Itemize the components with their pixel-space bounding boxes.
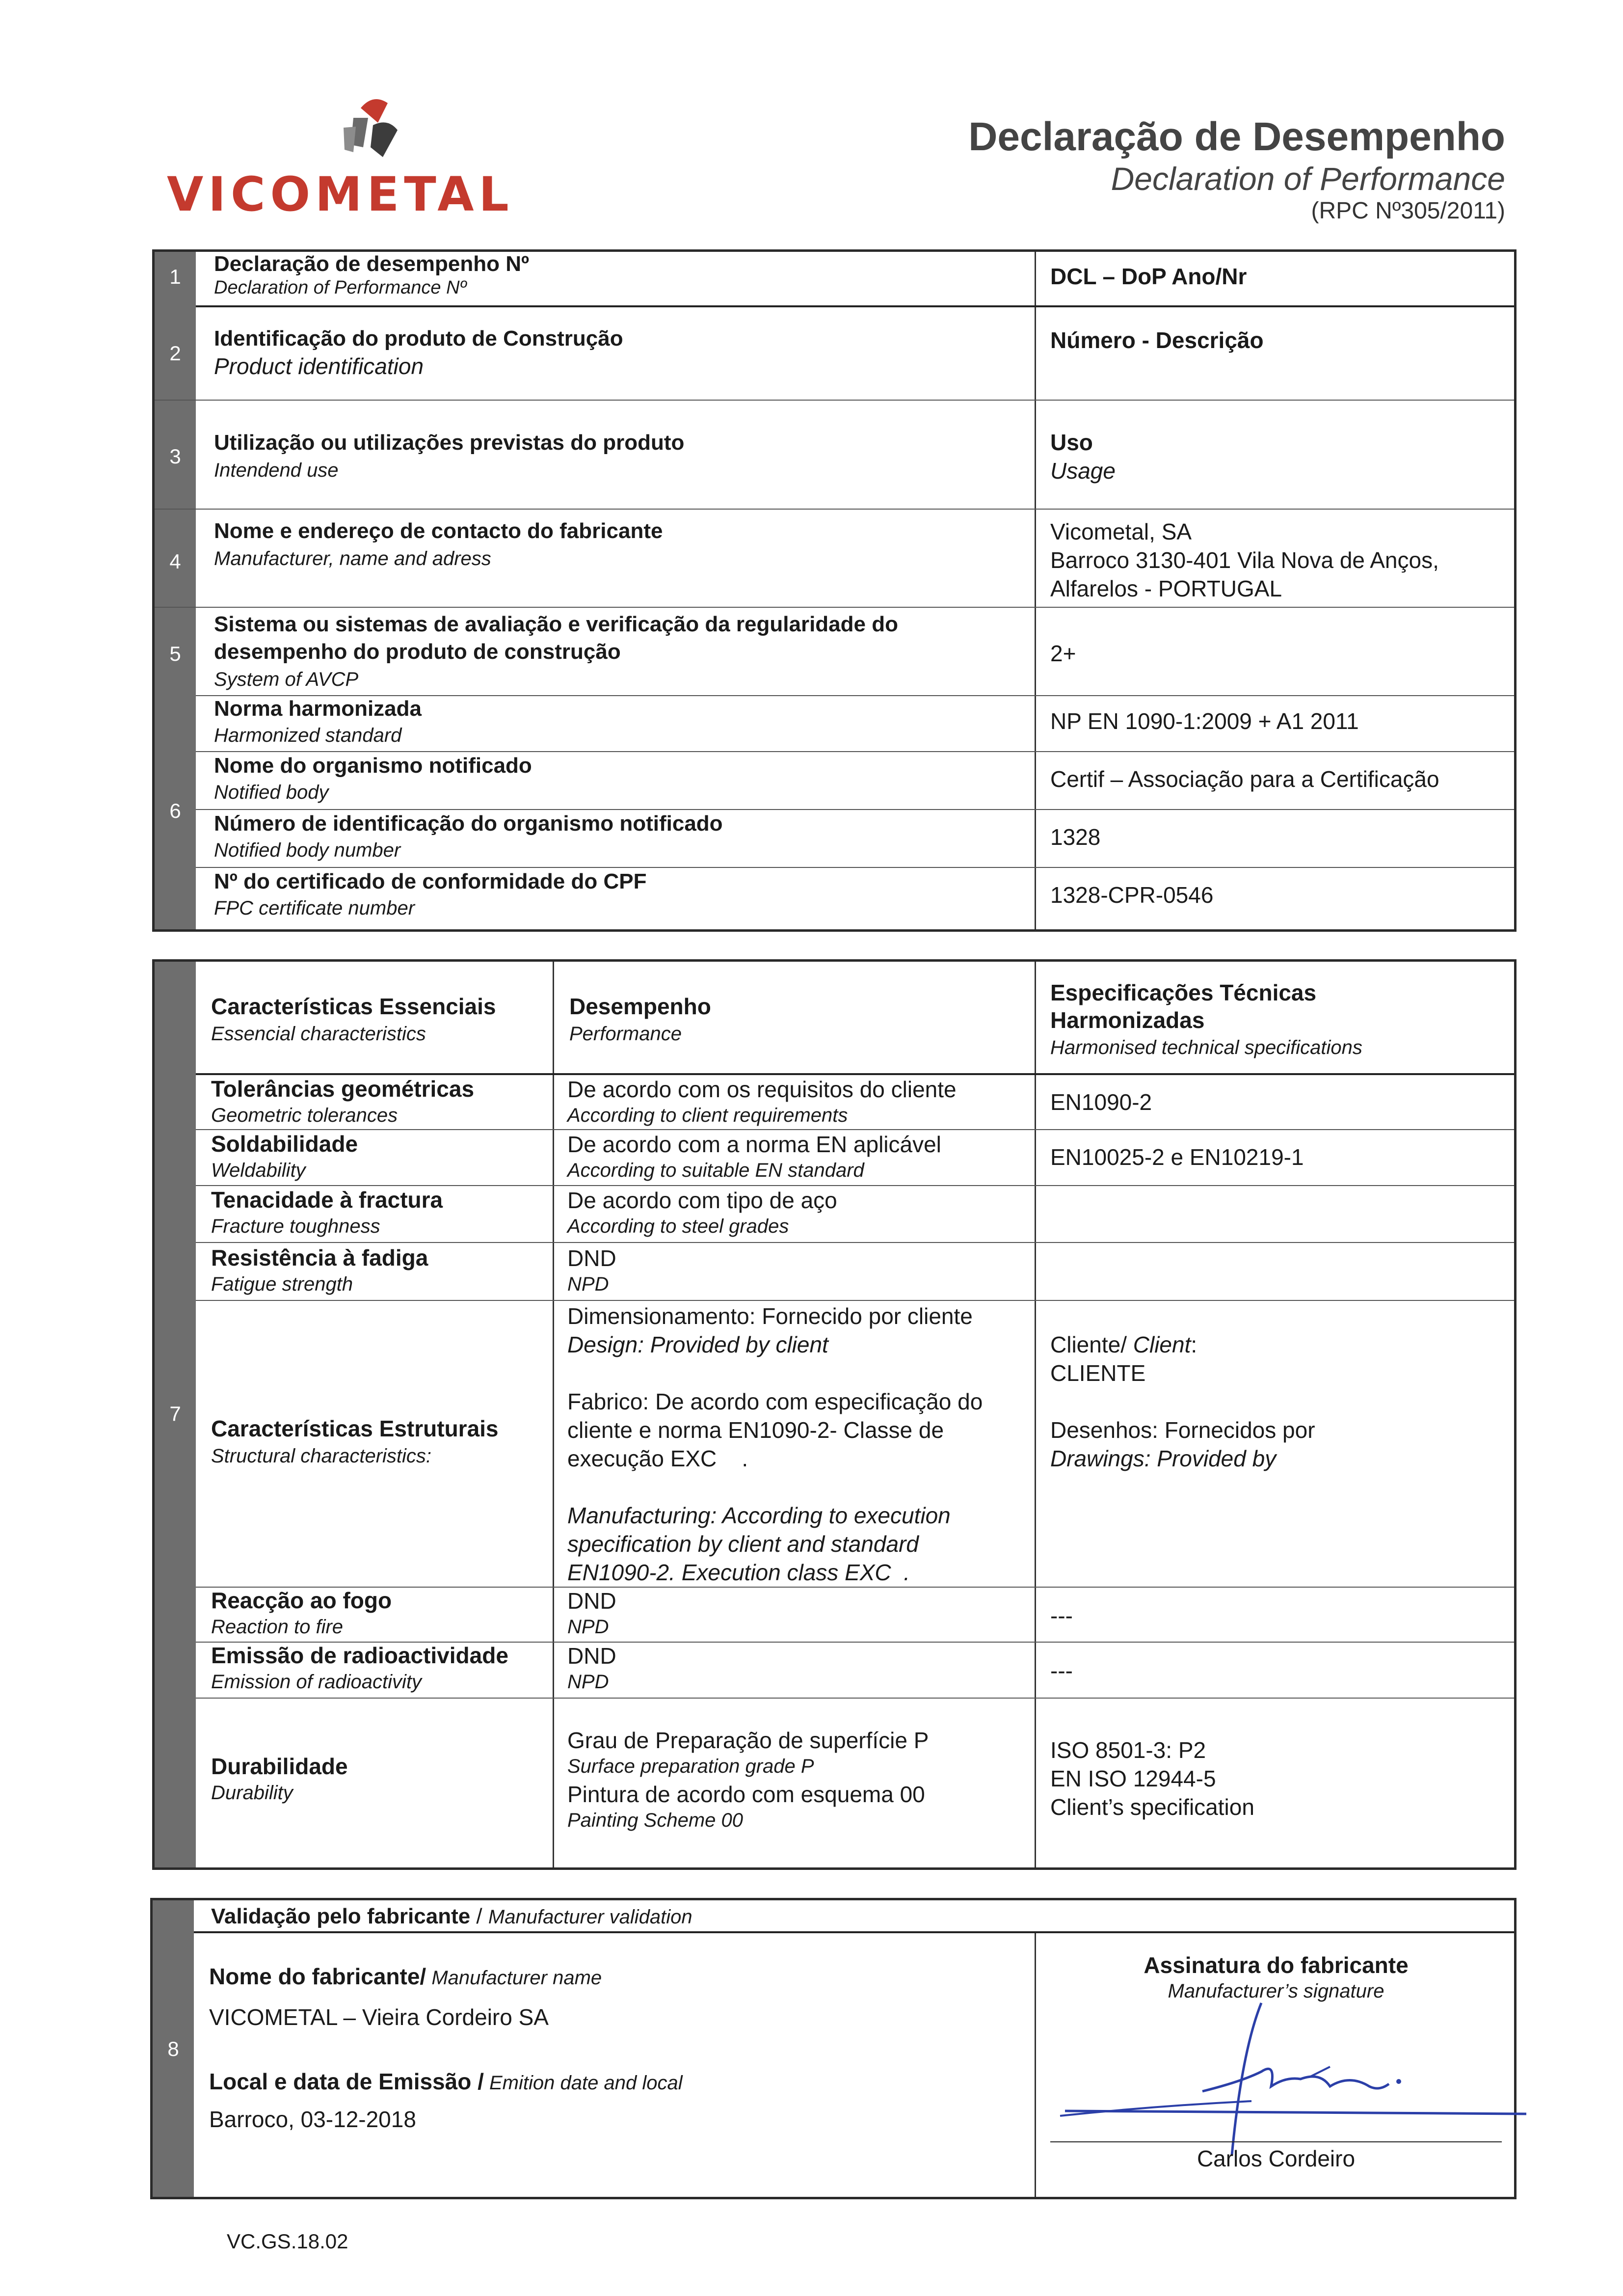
label-en: Manufacturer name bbox=[426, 1967, 602, 1989]
field-label-pt: Identificação do produto de Construção bbox=[214, 326, 623, 351]
perf-text: Pintura de acordo com esquema 00 bbox=[567, 1782, 925, 1807]
char-label-en: Fracture toughness bbox=[211, 1216, 380, 1237]
row-number-2: 2 bbox=[169, 342, 181, 365]
perf-text: Fabrico: De acordo com especificação do bbox=[567, 1389, 983, 1414]
field-label-pt: Número de identificação do organismo notificado bbox=[214, 811, 723, 836]
row-number-5: 5 bbox=[169, 642, 181, 665]
regulation-ref: (RPC Nº305/2011) bbox=[1311, 198, 1505, 224]
perf-value-pt: DND bbox=[567, 1245, 616, 1271]
char-label-pt: Tolerâncias geométricas bbox=[211, 1076, 475, 1102]
spec-text: Drawings: Provided by bbox=[1050, 1446, 1277, 1471]
document-code: VC.GS.18.02 bbox=[227, 2230, 348, 2253]
char-label-en: Fatigue strength bbox=[211, 1273, 353, 1295]
field-label-en: Harmonized standard bbox=[214, 725, 402, 746]
char-label-pt: Tenacidade à fractura bbox=[211, 1187, 443, 1213]
field-label-en: Intendend use bbox=[214, 459, 339, 481]
validation-title-en: Manufacturer validation bbox=[488, 1906, 692, 1928]
char-label-en: Structural characteristics: bbox=[211, 1445, 432, 1467]
validation-title-pt: Validação pelo fabricante bbox=[211, 1904, 471, 1928]
perf-text: Design: Provided by client bbox=[567, 1332, 828, 1357]
doc-title-en: Declaration of Performance bbox=[1111, 161, 1505, 197]
field-label-en: FPC certificate number bbox=[214, 897, 415, 919]
field-value-pt: Uso bbox=[1050, 430, 1093, 455]
perf-value-en: According to client requirements bbox=[567, 1105, 848, 1126]
row-number-3: 3 bbox=[169, 445, 181, 468]
field-value: NP EN 1090-1:2009 + A1 2011 bbox=[1050, 708, 1359, 734]
perf-value-pt: De acordo com tipo de aço bbox=[567, 1188, 837, 1213]
field-value: DCL – DoP Ano/Nr bbox=[1050, 264, 1247, 289]
field-value: Vicometal, SA bbox=[1050, 519, 1192, 544]
col-header-en: Harmonised technical specifications bbox=[1050, 1037, 1362, 1058]
spec-text: Desenhos: Fornecidos por bbox=[1050, 1417, 1315, 1443]
char-label-pt: Emissão de radioactividade bbox=[211, 1643, 508, 1668]
row-number-7: 7 bbox=[169, 1402, 181, 1425]
perf-text: Surface preparation grade P bbox=[567, 1756, 814, 1777]
perf-text: execução EXC . bbox=[567, 1446, 748, 1471]
char-label-en: Emission of radioactivity bbox=[211, 1671, 422, 1693]
field-label-en: Notified body bbox=[214, 782, 329, 803]
spec-colon: : bbox=[1191, 1332, 1197, 1357]
perf-value-en: NPD bbox=[567, 1273, 609, 1295]
perf-value-pt: De acordo com os requisitos do cliente bbox=[567, 1077, 957, 1102]
perf-value-pt: DND bbox=[567, 1643, 616, 1669]
field-value: 2+ bbox=[1050, 641, 1076, 666]
field-label-en: Declaration of Performance Nº bbox=[214, 277, 467, 298]
char-label-pt: Resistência à fadiga bbox=[211, 1245, 428, 1270]
perf-value-pt: De acordo com a norma EN aplicável bbox=[567, 1132, 941, 1157]
manufacturer-name-value: VICOMETAL – Vieira Cordeiro SA bbox=[209, 2004, 549, 2030]
spec-value: EN10025-2 e EN10219-1 bbox=[1050, 1144, 1304, 1170]
char-label-pt: Características Estruturais bbox=[211, 1416, 499, 1441]
signature-label-en: Manufacturer’s signature bbox=[1168, 1980, 1384, 2002]
char-label-en: Reaction to fire bbox=[211, 1616, 344, 1638]
col-header-pt: Especificações Técnicas bbox=[1050, 980, 1317, 1005]
manufacturer-name-label bbox=[209, 1963, 602, 1992]
perf-value-pt: DND bbox=[567, 1588, 616, 1614]
field-label-en: Notified body number bbox=[214, 839, 401, 861]
row-number-1: 1 bbox=[169, 265, 181, 288]
spec-text: ISO 8501-3: P2 bbox=[1050, 1737, 1206, 1763]
emission-date-label bbox=[209, 2068, 683, 2097]
row-number-8: 8 bbox=[167, 2037, 179, 2060]
title-separator: / bbox=[470, 1904, 488, 1928]
char-label-pt: Reacção ao fogo bbox=[211, 1588, 392, 1613]
row-number-6: 6 bbox=[169, 799, 181, 822]
col-header-en: Performance bbox=[569, 1023, 682, 1045]
field-label-pt: Utilização ou utilizações previstas do produto bbox=[214, 431, 685, 455]
spec-text: Client’s specification bbox=[1050, 1794, 1254, 1820]
char-label-pt: Soldabilidade bbox=[211, 1131, 358, 1157]
spec-value: --- bbox=[1050, 1658, 1073, 1683]
spec-text bbox=[1050, 1330, 1197, 1359]
validation-title bbox=[211, 1904, 692, 1930]
spec-value: EN1090-2 bbox=[1050, 1089, 1152, 1115]
col-header-en: Essencial characteristics bbox=[211, 1023, 426, 1045]
spec-text: EN ISO 12944-5 bbox=[1050, 1766, 1216, 1791]
field-value-en: Usage bbox=[1050, 458, 1116, 484]
col-header-pt: Características Essenciais bbox=[211, 994, 496, 1019]
perf-text: Dimensionamento: Fornecido por cliente bbox=[567, 1303, 973, 1329]
char-label-en: Geometric tolerances bbox=[211, 1105, 398, 1126]
perf-value-en: NPD bbox=[567, 1616, 609, 1638]
field-label-en: Product identification bbox=[214, 353, 424, 379]
field-label-pt: Declaração de desempenho Nº bbox=[214, 252, 530, 276]
spec-text: CLIENTE bbox=[1050, 1360, 1146, 1386]
signatory-name: Carlos Cordeiro bbox=[1197, 2146, 1356, 2171]
label-pt: Local e data de Emissão / bbox=[209, 2069, 484, 2094]
col-header-pt: Harmonizadas bbox=[1050, 1007, 1205, 1033]
field-value: Número - Descrição bbox=[1050, 327, 1264, 353]
field-value: 1328-CPR-0546 bbox=[1050, 882, 1214, 908]
perf-text: cliente e norma EN1090-2- Classe de bbox=[567, 1417, 944, 1443]
field-value: Barroco 3130-401 Vila Nova de Anços, bbox=[1050, 547, 1439, 573]
company-logo bbox=[167, 88, 514, 222]
perf-text: specification by client and standard bbox=[567, 1531, 919, 1557]
handwritten-signature bbox=[1055, 1993, 1536, 2155]
logo-emblem-icon bbox=[167, 88, 501, 172]
signature-label-pt: Assinatura do fabricante bbox=[1144, 1952, 1409, 1978]
field-label-en: Manufacturer, name and adress bbox=[214, 548, 491, 569]
perf-value-en: NPD bbox=[567, 1671, 609, 1693]
char-label-en: Weldability bbox=[211, 1160, 306, 1181]
doc-title-pt: Declaração de Desempenho bbox=[968, 114, 1505, 159]
emission-date-value: Barroco, 03-12-2018 bbox=[209, 2107, 416, 2132]
perf-value-en: According to steel grades bbox=[567, 1216, 789, 1237]
spec-client-label-en: Client bbox=[1126, 1332, 1191, 1357]
field-label-en: System of AVCP bbox=[214, 669, 359, 690]
row-number-4: 4 bbox=[169, 550, 181, 573]
field-label-pt: Norma harmonizada bbox=[214, 697, 422, 721]
perf-text: Grau de Preparação de superfície P bbox=[567, 1728, 929, 1753]
perf-text: Manufacturing: According to execution bbox=[567, 1503, 951, 1528]
perf-text: Painting Scheme 00 bbox=[567, 1810, 744, 1831]
spec-value: --- bbox=[1050, 1603, 1073, 1628]
spec-client-label: Cliente/ bbox=[1050, 1332, 1127, 1357]
logo-text: VICOMETAL bbox=[167, 167, 514, 222]
perf-text: EN1090-2. Execution class EXC . bbox=[567, 1560, 910, 1585]
field-value: Certif – Associação para a Certificação bbox=[1050, 766, 1439, 792]
label-pt: Nome do fabricante/ bbox=[209, 1964, 426, 1989]
field-label-pt: Nome e endereço de contacto do fabricante bbox=[214, 519, 663, 543]
col-header-pt: Desempenho bbox=[569, 994, 711, 1019]
label-en: Emition date and local bbox=[483, 2072, 683, 2094]
field-value: Alfarelos - PORTUGAL bbox=[1050, 576, 1282, 601]
field-label-pt: Nome do organismo notificado bbox=[214, 754, 532, 778]
char-label-pt: Durabilidade bbox=[211, 1754, 348, 1779]
char-label-en: Durability bbox=[211, 1782, 293, 1804]
field-label-pt: Nº do certificado de conformidade do CPF bbox=[214, 869, 647, 893]
perf-value-en: According to suitable EN standard bbox=[567, 1160, 864, 1181]
field-label-pt: Sistema ou sistemas de avaliação e verificação da regularidade do bbox=[214, 612, 898, 636]
field-value: 1328 bbox=[1050, 824, 1101, 850]
field-label-pt: desempenho do produto de construção bbox=[214, 640, 621, 664]
